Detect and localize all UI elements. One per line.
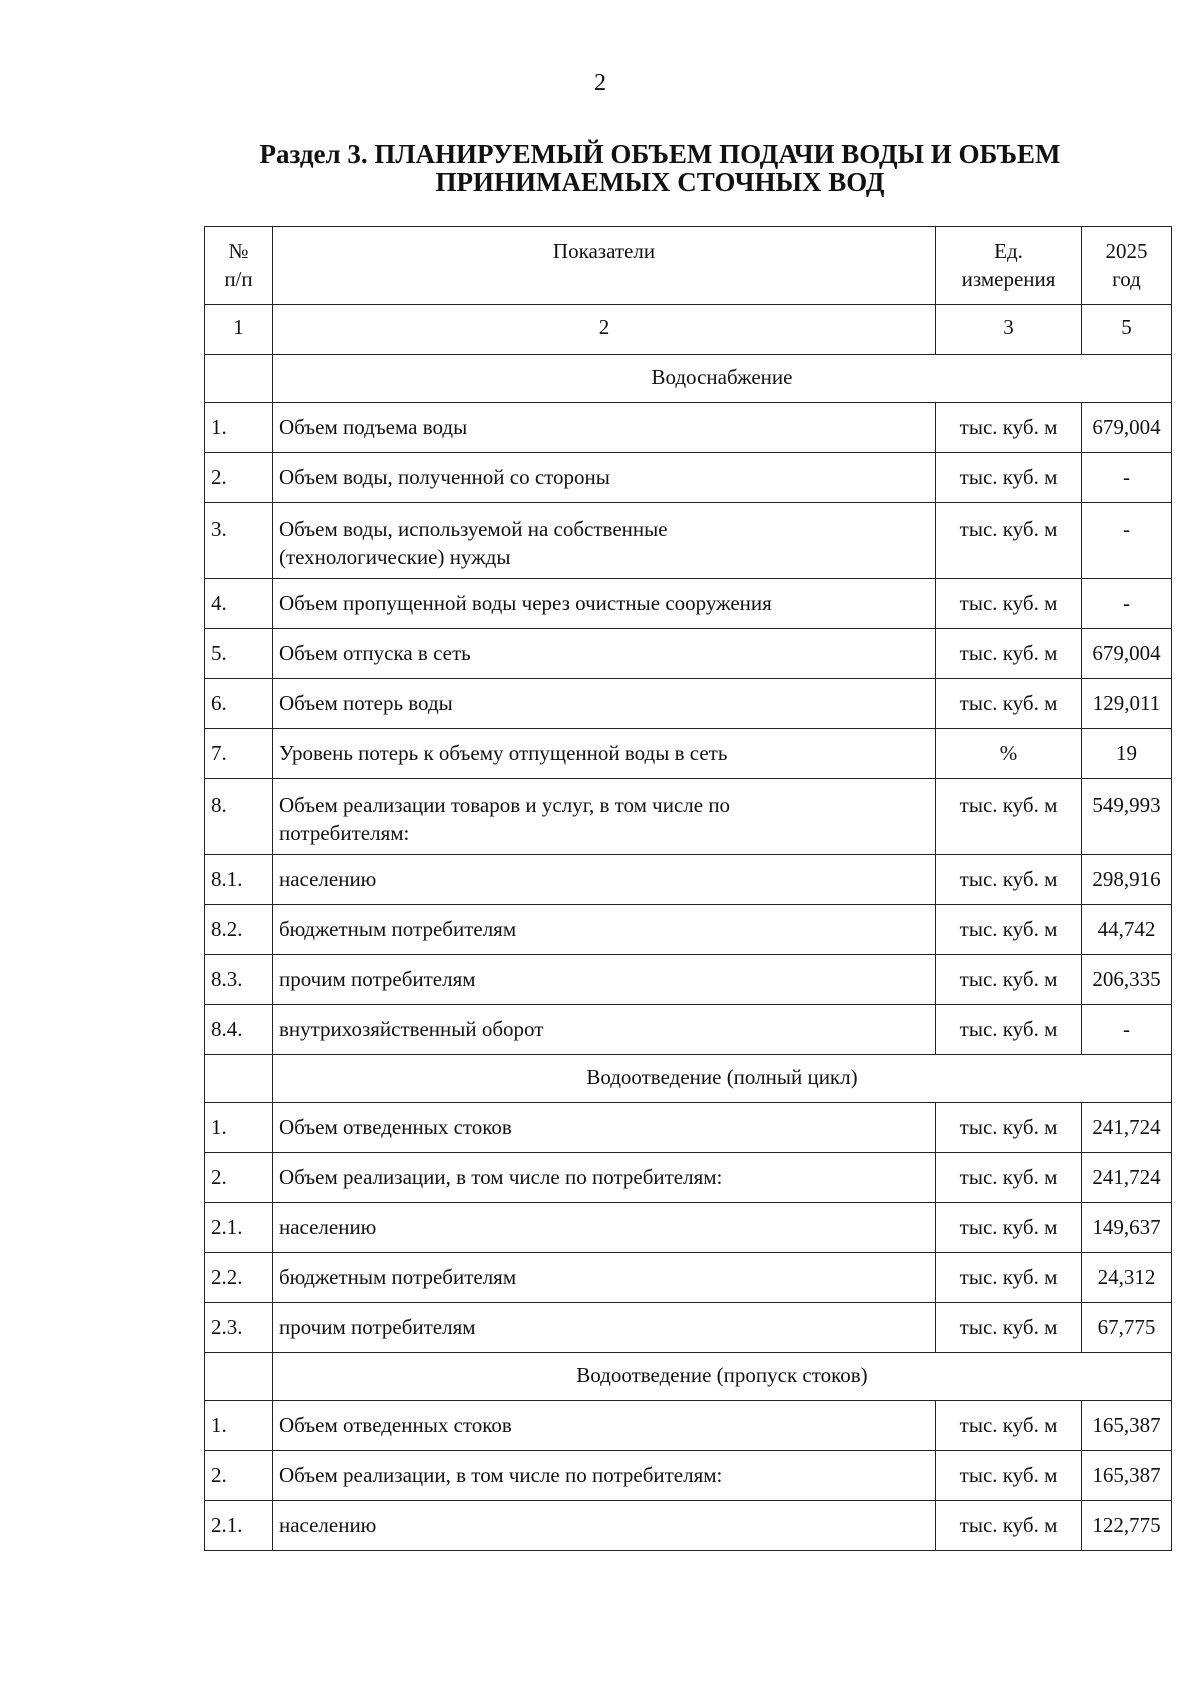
header-unit-line2: измерения — [961, 267, 1056, 291]
row-indicator — [272, 679, 935, 729]
column-number: 3 — [936, 305, 1082, 355]
row-unit: тыс. куб. м — [936, 1501, 1082, 1551]
row-value: 19 — [1082, 729, 1172, 779]
row-value: 149,637 — [1082, 1203, 1172, 1253]
header-name — [272, 227, 935, 305]
header-unit — [936, 227, 1082, 305]
row-indicator — [272, 1451, 935, 1501]
table-row — [205, 1005, 1172, 1055]
row-number: 5. — [205, 629, 273, 679]
row-indicator — [272, 855, 935, 905]
table-header-row — [205, 227, 1172, 305]
row-indicator — [272, 503, 935, 579]
table-row — [205, 1401, 1172, 1451]
row-number: 1. — [205, 403, 273, 453]
row-number: 2. — [205, 453, 273, 503]
row-value: 241,724 — [1082, 1103, 1172, 1153]
column-number: 1 — [205, 305, 273, 355]
row-number: 1. — [205, 1401, 273, 1451]
column-number: 5 — [1082, 305, 1172, 355]
section-header-row — [205, 1055, 1172, 1103]
table-row — [205, 1103, 1172, 1153]
table-row — [205, 679, 1172, 729]
row-indicator — [272, 453, 935, 503]
row-indicator-line1: Объем потерь воды — [278, 691, 453, 715]
section-header-row — [205, 1353, 1172, 1401]
row-unit: тыс. куб. м — [936, 403, 1082, 453]
row-indicator-line1: Объем подъема воды — [278, 415, 468, 439]
row-unit: тыс. куб. м — [936, 1303, 1082, 1353]
row-indicator-line1: бюджетным потребителям — [278, 917, 517, 941]
row-value: 241,724 — [1082, 1153, 1172, 1203]
table-row — [205, 1153, 1172, 1203]
row-number: 2. — [205, 1451, 273, 1501]
table-row — [205, 1253, 1172, 1303]
header-num-line1: № — [228, 239, 249, 263]
row-unit: тыс. куб. м — [936, 1005, 1082, 1055]
row-indicator — [272, 1501, 935, 1551]
row-indicator-line1: населению — [278, 1215, 377, 1239]
row-number: 8. — [205, 779, 273, 855]
row-number: 8.4. — [205, 1005, 273, 1055]
row-unit: тыс. куб. м — [936, 503, 1082, 579]
row-indicator — [272, 403, 935, 453]
row-value: 679,004 — [1082, 403, 1172, 453]
row-unit: тыс. куб. м — [936, 905, 1082, 955]
row-indicator-line1: населению — [278, 1513, 377, 1537]
row-number: 2.1. — [205, 1203, 273, 1253]
table-row — [205, 579, 1172, 629]
row-indicator — [272, 1103, 935, 1153]
row-value: - — [1082, 453, 1172, 503]
table-row — [205, 955, 1172, 1005]
table-row — [205, 453, 1172, 503]
header-name-text: Показатели — [552, 239, 656, 263]
row-indicator — [272, 729, 935, 779]
row-value: 122,775 — [1082, 1501, 1172, 1551]
row-value: 298,916 — [1082, 855, 1172, 905]
row-indicator — [272, 1401, 935, 1451]
row-number: 4. — [205, 579, 273, 629]
row-indicator-line2: (технологические) нужды — [278, 545, 511, 569]
section-header-row — [205, 355, 1172, 403]
row-indicator — [272, 1153, 935, 1203]
table-row — [205, 1451, 1172, 1501]
row-number: 2.2. — [205, 1253, 273, 1303]
row-value: - — [1082, 579, 1172, 629]
row-value: - — [1082, 1005, 1172, 1055]
row-unit: тыс. куб. м — [936, 679, 1082, 729]
row-value: 206,335 — [1082, 955, 1172, 1005]
row-number: 8.3. — [205, 955, 273, 1005]
row-unit: тыс. куб. м — [936, 453, 1082, 503]
header-num — [205, 227, 273, 305]
row-indicator-line1: прочим потребителям — [278, 1315, 476, 1339]
column-number-row — [205, 305, 1172, 355]
row-value: 165,387 — [1082, 1401, 1172, 1451]
row-indicator — [272, 905, 935, 955]
row-value: 549,993 — [1082, 779, 1172, 855]
table-row — [205, 729, 1172, 779]
section-empty-cell — [205, 1055, 273, 1103]
section-title-cell: Водоотведение (полный цикл) — [272, 1055, 1171, 1103]
row-indicator-line1: Уровень потерь к объему отпущенной воды в сеть — [278, 741, 728, 765]
row-indicator-line2: потребителям: — [278, 821, 410, 845]
header-year — [1082, 227, 1172, 305]
row-number: 7. — [205, 729, 273, 779]
water-volume-table — [204, 226, 1172, 1551]
section-title-line1: Раздел 3. ПЛАНИРУЕМЫЙ ОБЪЕМ ПОДАЧИ ВОДЫ И ОБЪЕМ — [259, 139, 1061, 169]
row-indicator-line1: населению — [278, 867, 377, 891]
row-number: 2.3. — [205, 1303, 273, 1353]
header-year-line2: год — [1112, 267, 1141, 291]
row-unit: тыс. куб. м — [936, 579, 1082, 629]
row-number: 3. — [205, 503, 273, 579]
row-unit: тыс. куб. м — [936, 1451, 1082, 1501]
row-indicator-line1: Объем реализации, в том числе по потребителям: — [278, 1463, 723, 1487]
section-title-cell: Водоотведение (пропуск стоков) — [272, 1353, 1171, 1401]
row-indicator-line1: Объем отведенных стоков — [278, 1413, 512, 1437]
row-unit: % — [936, 729, 1082, 779]
section-empty-cell — [205, 1353, 273, 1401]
header-num-line2: п/п — [224, 267, 253, 291]
row-number: 8.2. — [205, 905, 273, 955]
row-indicator — [272, 779, 935, 855]
table-row — [205, 1303, 1172, 1353]
section-title-cell: Водоснабжение — [272, 355, 1171, 403]
row-indicator-line1: бюджетным потребителям — [278, 1265, 517, 1289]
row-number: 6. — [205, 679, 273, 729]
row-indicator — [272, 955, 935, 1005]
row-value: 24,312 — [1082, 1253, 1172, 1303]
row-indicator — [272, 579, 935, 629]
row-value: 129,011 — [1082, 679, 1172, 729]
row-unit: тыс. куб. м — [936, 629, 1082, 679]
row-value: 165,387 — [1082, 1451, 1172, 1501]
row-value: 67,775 — [1082, 1303, 1172, 1353]
row-indicator-line1: внутрихозяйственный оборот — [278, 1017, 544, 1041]
column-number: 2 — [272, 305, 935, 355]
row-unit: тыс. куб. м — [936, 1401, 1082, 1451]
row-indicator-line1: Объем отведенных стоков — [278, 1115, 512, 1139]
table-row — [205, 1501, 1172, 1551]
section-title — [230, 140, 1090, 196]
section-title-line2: ПРИНИМАЕМЫХ СТОЧНЫХ ВОД — [435, 167, 885, 197]
header-year-line1: 2025 — [1105, 239, 1148, 263]
row-unit: тыс. куб. м — [936, 1103, 1082, 1153]
row-indicator-line1: Объем реализации товаров и услуг, в том числе по — [278, 793, 731, 817]
row-value: - — [1082, 503, 1172, 579]
row-number: 1. — [205, 1103, 273, 1153]
table-row — [205, 403, 1172, 453]
row-indicator — [272, 629, 935, 679]
row-indicator-line1: прочим потребителям — [278, 967, 476, 991]
row-unit: тыс. куб. м — [936, 779, 1082, 855]
header-unit-line1: Ед. — [994, 239, 1023, 263]
row-number: 8.1. — [205, 855, 273, 905]
row-indicator-line1: Объем пропущенной воды через очистные сооружения — [278, 591, 772, 615]
row-indicator — [272, 1253, 935, 1303]
row-value: 44,742 — [1082, 905, 1172, 955]
row-unit: тыс. куб. м — [936, 1203, 1082, 1253]
row-indicator-line1: Объем реализации, в том числе по потребителям: — [278, 1165, 723, 1189]
row-indicator — [272, 1005, 935, 1055]
table-row — [205, 1203, 1172, 1253]
row-indicator — [272, 1203, 935, 1253]
table-row — [205, 779, 1172, 855]
row-unit: тыс. куб. м — [936, 855, 1082, 905]
row-number: 2.1. — [205, 1501, 273, 1551]
row-value: 679,004 — [1082, 629, 1172, 679]
row-indicator-line1: Объем отпуска в сеть — [278, 641, 471, 665]
row-unit: тыс. куб. м — [936, 1253, 1082, 1303]
table-row — [205, 629, 1172, 679]
row-unit: тыс. куб. м — [936, 955, 1082, 1005]
section-empty-cell — [205, 355, 273, 403]
page-number: 2 — [594, 70, 606, 96]
row-unit: тыс. куб. м — [936, 1153, 1082, 1203]
row-indicator-line1: Объем воды, полученной со стороны — [278, 465, 610, 489]
table-row — [205, 855, 1172, 905]
row-number: 2. — [205, 1153, 273, 1203]
row-indicator — [272, 1303, 935, 1353]
table-row — [205, 905, 1172, 955]
table-row — [205, 503, 1172, 579]
row-indicator-line1: Объем воды, используемой на собственные — [278, 517, 668, 541]
